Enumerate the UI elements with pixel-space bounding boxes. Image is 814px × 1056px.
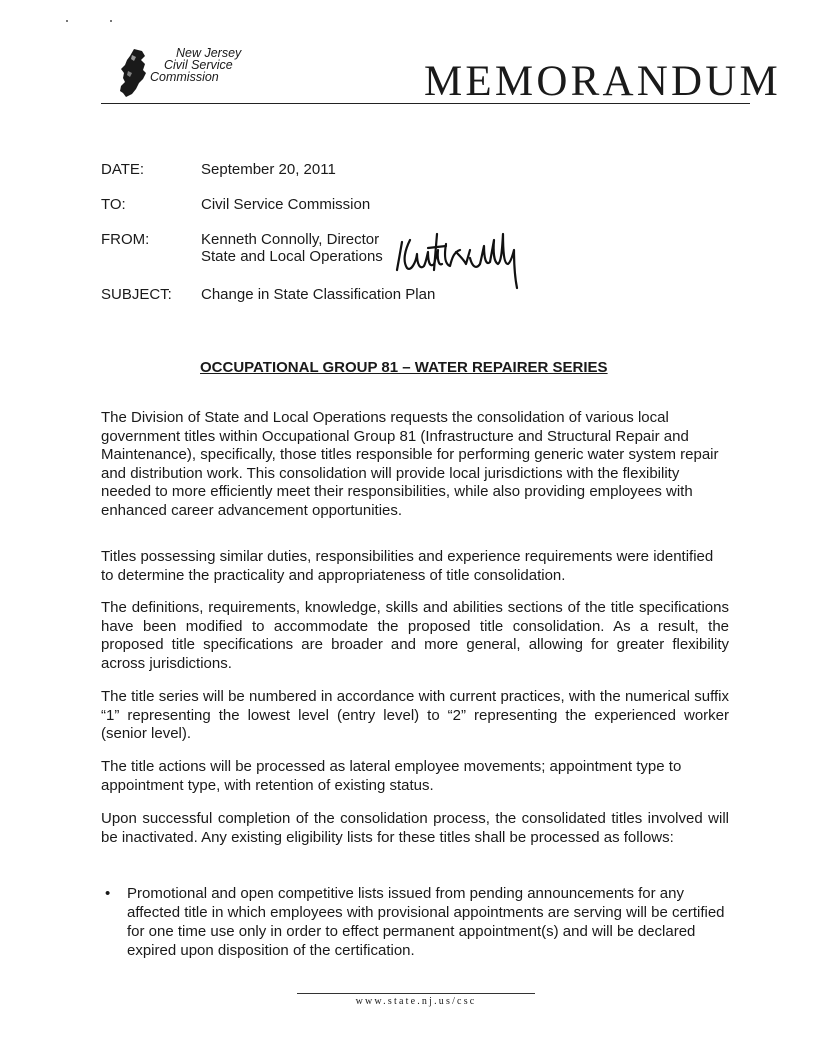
from-label: FROM:: [101, 231, 150, 248]
header-divider: [101, 103, 750, 104]
handwritten-signature: [390, 222, 550, 294]
logo-text-line: New Jersey: [176, 46, 242, 60]
footer-divider: [297, 993, 535, 994]
logo-text-line: Civil Service: [164, 58, 233, 72]
subject-value: Change in State Classification Plan: [201, 286, 436, 303]
bullet-text: Promotional and open competitive lists issued from pending announcements for any affected title in which employees with provisional appointments are serving will be certified for one time use only in order to effect permanent appointment(s) and will be declared expired upon disposition of the certification.: [127, 885, 725, 959]
date-label: DATE:: [101, 161, 145, 178]
body-paragraph: The definitions, requirements, knowledge, skills and abilities sections of the title specifications have been modified to accommodate the proposed title consolidation. As a result, the proposed title specifications are broader and more general, allowing for greater flexibility across jurisdictions.: [101, 599, 729, 672]
nj-state-map-icon: [112, 47, 152, 99]
body-paragraph: The Division of State and Local Operations requests the consolidation of various local government titles within Occupational Group 81 (Infrastructure and Structural Repair and Maintenance), specifically, those titles responsible for performing generic water system repair and distribution work. This consolidation will provide local jurisdictions with the flexibility needed to more efficiently meet their responsibilities, while also providing employees with enhanced career advancement opportunities.: [101, 409, 719, 519]
to-label: TO:: [101, 196, 126, 213]
footer-url: www.state.nj.us/csc: [355, 996, 477, 1007]
bullet-icon: •: [105, 885, 111, 902]
body-paragraph: Titles possessing similar duties, responsibilities and experience requirements were identified to determine the practicality and appropriateness of title consolidation.: [101, 548, 714, 584]
from-value-line2: State and Local Operations: [201, 248, 383, 265]
body-paragraph: Upon successful completion of the consolidation process, the consolidated titles involved will be inactivated. Any existing eligibility lists for these titles shall be processed as follows:: [101, 810, 729, 846]
subject-label: SUBJECT:: [101, 286, 172, 303]
scan-speck: [66, 20, 68, 22]
scan-speck: [110, 20, 112, 22]
section-heading: OCCUPATIONAL GROUP 81 – WATER REPAIRER SERIES: [200, 359, 608, 376]
body-paragraph: The title series will be numbered in accordance with current practices, with the numerical suffix “1” representing the lowest level (entry level) to “2” representing the experienced worker (senior level).: [101, 688, 729, 742]
to-value: Civil Service Commission: [201, 196, 371, 213]
commission-logo: [112, 47, 272, 103]
from-value-line1: Kenneth Connolly, Director: [201, 231, 380, 248]
memo-title: MEMORANDUM: [424, 58, 781, 105]
body-paragraph: The title actions will be processed as lateral employee movements; appointment type to appointment type, with retention of existing status.: [101, 758, 682, 794]
date-value: September 20, 2011: [201, 161, 336, 178]
logo-text-line: Commission: [150, 70, 219, 84]
